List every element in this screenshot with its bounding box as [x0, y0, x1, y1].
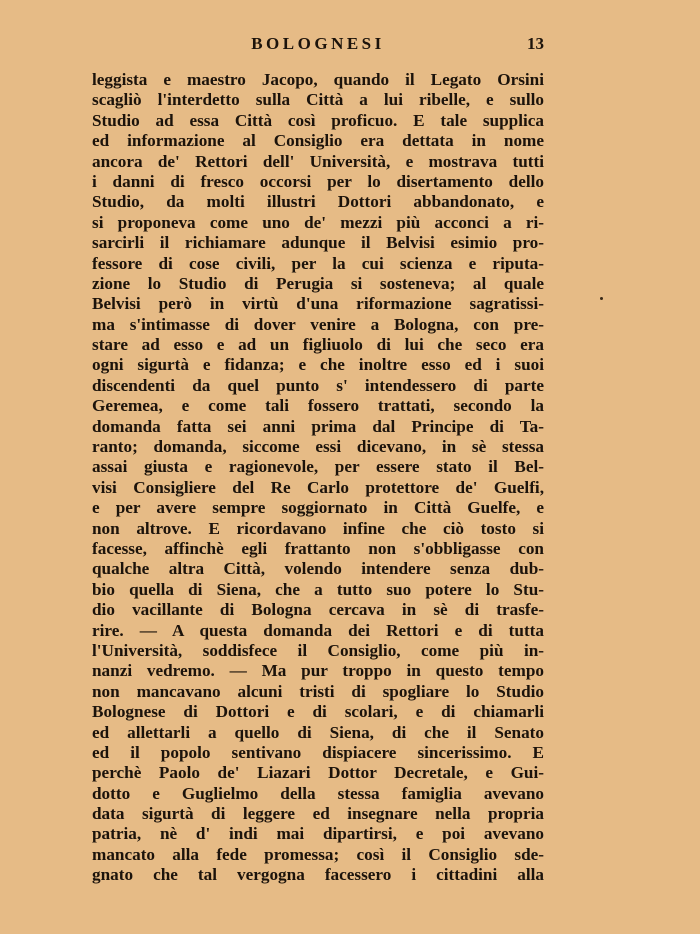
- text-line: sarcirli il richiamare adunque il Belvisi esimio pro-: [92, 233, 544, 253]
- text-line: non altrove. E ricordavano infine che ciò tosto si: [92, 518, 544, 538]
- text-line: e per avere sempre soggiornato in Città Guelfe, e: [92, 498, 544, 518]
- body-text: [92, 70, 544, 886]
- text-line: si proponeva come uno de' mezzi più acconci a ri-: [92, 212, 544, 232]
- text-line: i danni di fresco occorsi per lo disertamento dello: [92, 171, 544, 191]
- text-line: ogni sigurtà e fidanza; e che inoltre esso ed i suoi: [92, 355, 544, 375]
- text-line: bio quella di Siena, che a tutto suo potere lo Stu-: [92, 579, 544, 599]
- text-line: mancato alla fede promessa; così il Consiglio sde-: [92, 844, 544, 864]
- text-line: dio vacillante di Bologna cercava in sè di trasfe-: [92, 600, 544, 620]
- paper-speck: [600, 297, 603, 300]
- text-line: ma s'intimasse di dover venire a Bologna, con pre-: [92, 314, 544, 334]
- text-line: qualche altra Città, volendo intendere senza dub-: [92, 559, 544, 579]
- text-line: rire. — A questa domanda dei Rettori e di tutta: [92, 620, 544, 640]
- text-line: dotto e Guglielmo della stessa famiglia avevano: [92, 783, 544, 803]
- text-line: assai giusta e ragionevole, per essere stato il Bel-: [92, 457, 544, 477]
- text-line: leggista e maestro Jacopo, quando il Legato Orsini: [92, 70, 544, 89]
- text-line: facesse, affinchè egli frattanto non s'obbligasse con: [92, 538, 544, 558]
- text-line: discendenti da quel punto s' intendessero di parte: [92, 375, 544, 395]
- text-line: ed allettarli a quello di Siena, di che il Senato: [92, 722, 544, 742]
- running-title: BOLOGNESI: [251, 34, 385, 53]
- text-line: ranto; domanda, siccome essi dicevano, in sè stessa: [92, 437, 544, 457]
- text-line: ancora de' Rettori dell' Università, e mostrava tutti: [92, 151, 544, 171]
- text-line: l'Università, soddisfece il Consiglio, come più in-: [92, 640, 544, 660]
- text-line: fessore di cose civili, per la cui scienza e riputa-: [92, 253, 544, 273]
- text-line: Geremea, e come tali fossero trattati, secondo la: [92, 396, 544, 416]
- text-line: Bolognese di Dottori e di scolari, e di chiamarli: [92, 702, 544, 722]
- text-line: Studio, da molti illustri Dottori abbandonato, e: [92, 192, 544, 212]
- text-line: non mancavano alcuni tristi di spogliare lo Studio: [92, 681, 544, 701]
- text-line: patria, nè d' indi mai dipartirsi, e poi avevano: [92, 824, 544, 844]
- text-line: gnato che tal vergogna facessero i cittadini alla: [92, 865, 544, 885]
- text-line: ed il popolo sentivano dispiacere sincerissimo. E: [92, 742, 544, 762]
- text-line: scagliò l'interdetto sulla Città a lui ribelle, e sullo: [92, 90, 544, 110]
- running-head: [92, 33, 544, 55]
- text-line: ed informazione al Consiglio era dettata in nome: [92, 131, 544, 151]
- text-line: zione lo Studio di Perugia si sosteneva; al quale: [92, 273, 544, 293]
- text-line: perchè Paolo de' Liazari Dottor Decretale, e Gui-: [92, 763, 544, 783]
- text-line: data sigurtà di leggere ed insegnare nella propria: [92, 804, 544, 824]
- text-line: domanda fatta sei anni prima dal Principe di Ta-: [92, 416, 544, 436]
- text-line: Studio ad essa Città così proficuo. E tale supplica: [92, 110, 544, 130]
- text-line: visi Consigliere del Re Carlo protettore de' Guelfi,: [92, 477, 544, 497]
- text-line: Belvisi però in virtù d'una riformazione sagratissi-: [92, 294, 544, 314]
- text-line: nanzi vedremo. — Ma pur troppo in questo tempo: [92, 661, 544, 681]
- page-number: 13: [527, 34, 544, 53]
- text-line: stare ad esso e ad un figliuolo di lui che seco era: [92, 335, 544, 355]
